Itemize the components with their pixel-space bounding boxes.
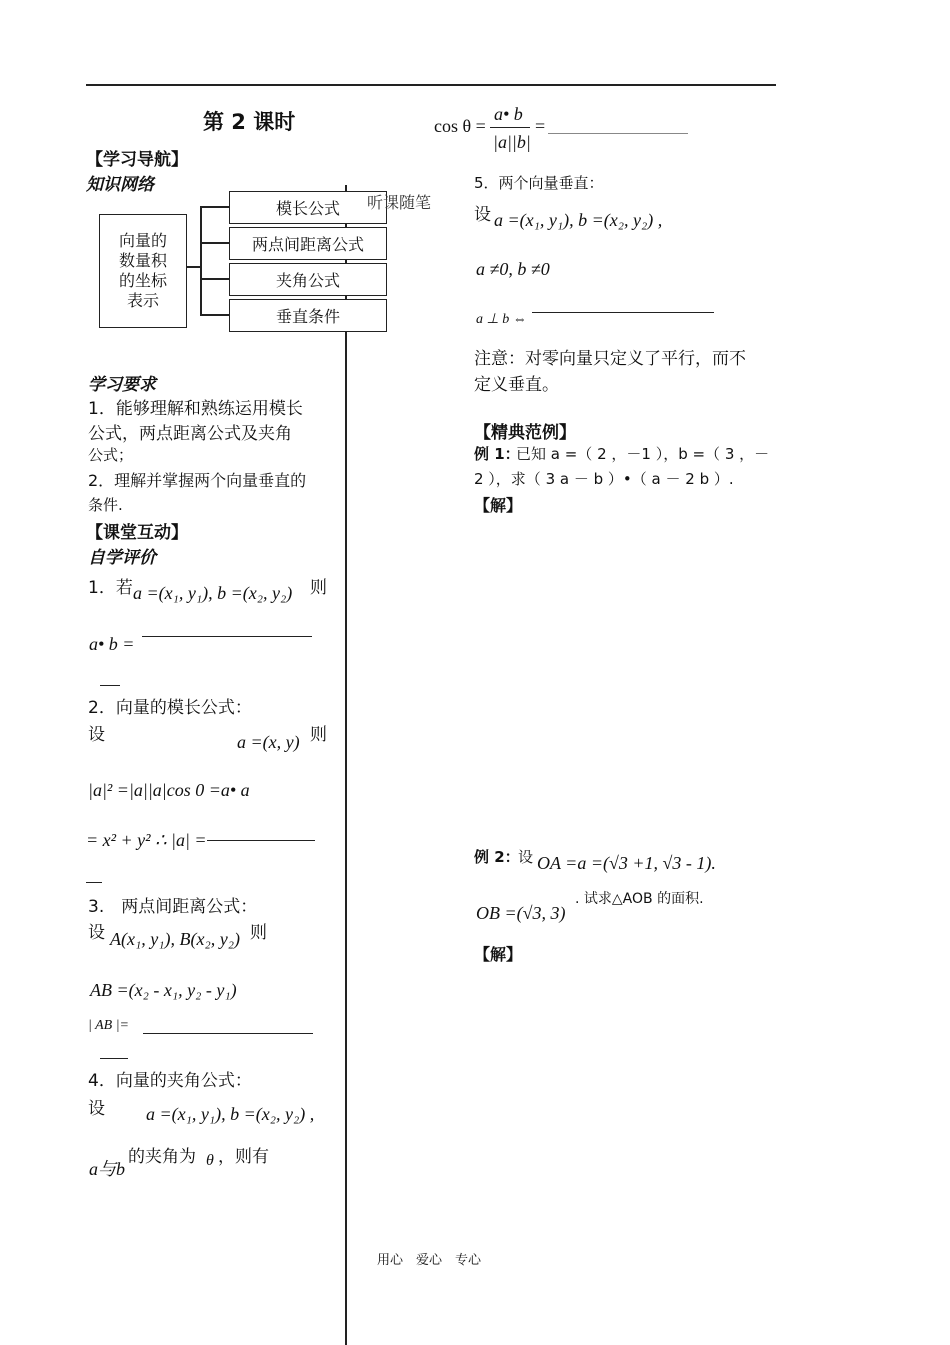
- lesson-title: 第 2 课时: [203, 110, 296, 134]
- item-3-distance: | AB |=: [88, 1018, 129, 1033]
- header-rule: [86, 84, 776, 86]
- example-1-line-2: 2 ），求（ 3 a － b ）•（ a － 2 b ）.: [474, 470, 734, 488]
- item-1-dot-product: a• b =: [89, 634, 135, 654]
- item-2-formula: a =(x, y): [237, 732, 300, 752]
- item-4-title: 4．向量的夹角公式：: [88, 1071, 252, 1091]
- item-3-then: 则: [250, 923, 267, 943]
- cos-formula-fraction-bar: [490, 127, 530, 128]
- cos-formula-answer-blank: [548, 133, 688, 134]
- requirement-1-line-1: 1．能够理解和熟练运用模长: [88, 399, 303, 419]
- item-1-formula: a =(x₁, y₁), b =(x₂, y₂): [133, 583, 293, 603]
- note-margin-label-text: 听课随笔: [366, 193, 431, 212]
- item-2-set: 设: [88, 725, 105, 745]
- tree-branch-angle: [229, 263, 387, 296]
- item-4-angle-text: 的夹角为: [128, 1147, 196, 1167]
- item-3-title: 3. 两点间距离公式：: [88, 897, 258, 917]
- item-5-answer-blank: [532, 312, 714, 313]
- tree-connector-4: [200, 314, 230, 316]
- example-2-oa: OA =a =(√3 +1, √3 - 1).: [537, 853, 716, 873]
- tree-branch-modulus-label: 模长公式: [275, 199, 340, 218]
- item-3-vector-ab: AB =(x₂ - x₁, y₂ - y₁): [90, 980, 237, 1000]
- caution-line-2: 定义垂直。: [474, 375, 559, 395]
- example-2-label: 例 2：: [474, 848, 520, 866]
- item-4-a-and-b: a与b: [89, 1159, 125, 1179]
- requirement-1-line-2: 公式，两点距离公式及夹角: [88, 424, 292, 444]
- tree-branch-distance-label: 两点间距离公式: [251, 235, 364, 254]
- item-5-set: 设: [474, 205, 491, 225]
- item-5-perpendicular: a ⊥ b ⇔: [476, 312, 527, 327]
- requirement-2-line-2: 条件.: [88, 496, 123, 514]
- item-3-set: 设: [88, 923, 105, 943]
- caution-line-1: 注意：对零向量只定义了平行，而不: [474, 349, 746, 369]
- cos-formula-lhs: cos θ =: [434, 116, 486, 136]
- item-2-then: 则: [310, 725, 327, 745]
- item-2-answer-blank-tail: [86, 882, 102, 883]
- tree-branch-angle-label: 夹角公式: [275, 271, 340, 290]
- tree-connector-1: [200, 206, 230, 208]
- item-1-then: 则: [310, 578, 327, 598]
- item-5-formula: a =(x₁, y₁), b =(x₂, y₂) ,: [494, 210, 663, 230]
- column-divider: [345, 185, 347, 1345]
- tree-branch-perpendicular: [229, 299, 387, 332]
- cos-formula-denominator: |a||b|: [493, 132, 531, 152]
- item-3-formula: A(x₁, y₁), B(x₂, y₂): [110, 929, 240, 949]
- example-2-set: 设: [518, 848, 534, 866]
- tree-connector-stem: [187, 266, 201, 268]
- item-2-modulus-line-2: = x² + y² ∴ |a| =: [86, 830, 207, 850]
- item-1-answer-blank: [142, 636, 312, 637]
- item-2-modulus-line-1: |a|² =|a||a|cos 0 =a• a: [88, 780, 250, 800]
- item-4-end: ，则有: [218, 1147, 269, 1167]
- item-1-answer-blank-tail: [100, 685, 120, 686]
- knowledge-net-label: 知识网络: [86, 175, 154, 195]
- class-interaction-header: 【课堂互动】: [86, 523, 188, 543]
- item-5-title: 5．两个向量垂直：: [474, 174, 604, 192]
- item-3-answer-blank: [143, 1033, 313, 1034]
- example-2-solution-label: 【解】: [474, 945, 523, 964]
- note-margin-label: [347, 190, 431, 213]
- page-footer: 用心 爱心 专心: [377, 1253, 482, 1268]
- cos-formula-numerator: a• b: [494, 104, 523, 124]
- example-1-label: 例 1：: [474, 445, 520, 463]
- nav-header: 【学习导航】: [86, 150, 188, 170]
- example-1-line-1: 已知 a =（ 2 ，－1 ），b =（ 3 ，－: [516, 445, 770, 463]
- self-eval-label: 自学评价: [88, 548, 156, 568]
- example-2-task: . 试求△AOB 的面积.: [575, 891, 704, 907]
- requirement-2-line-1: 2．理解并掌握两个向量垂直的: [88, 471, 307, 490]
- examples-header: 【精典范例】: [474, 423, 576, 443]
- requirements-heading: 学习要求: [88, 375, 156, 395]
- item-2-title: 2．向量的模长公式：: [88, 698, 252, 718]
- item-2-answer-blank: [207, 840, 315, 841]
- item-5-nonzero: a ≠0, b ≠0: [476, 259, 550, 279]
- tree-branch-perpendicular-label: 垂直条件: [275, 307, 340, 326]
- item-1-prefix: 1．若: [88, 578, 133, 598]
- cos-formula-equals: =: [535, 116, 546, 136]
- tree-branch-distance: [229, 227, 387, 260]
- tree-connector-3: [200, 278, 230, 280]
- tree-connector-2: [200, 242, 230, 244]
- requirement-1-line-3: 公式；: [88, 446, 134, 464]
- example-1-solution-label: 【解】: [474, 496, 523, 515]
- item-4-theta: θ: [206, 1152, 214, 1169]
- tree-connector-vertical: [200, 206, 202, 314]
- tree-root-box: [99, 214, 187, 328]
- item-4-formula: a =(x₁, y₁), b =(x₂, y₂) ,: [146, 1104, 315, 1124]
- item-4-set: 设: [88, 1099, 105, 1119]
- item-3-answer-blank-tail: [100, 1058, 128, 1059]
- tree-root-label: 向量的数量积的坐标表示: [118, 231, 167, 310]
- example-2-ob: OB =(√3, 3): [476, 903, 566, 923]
